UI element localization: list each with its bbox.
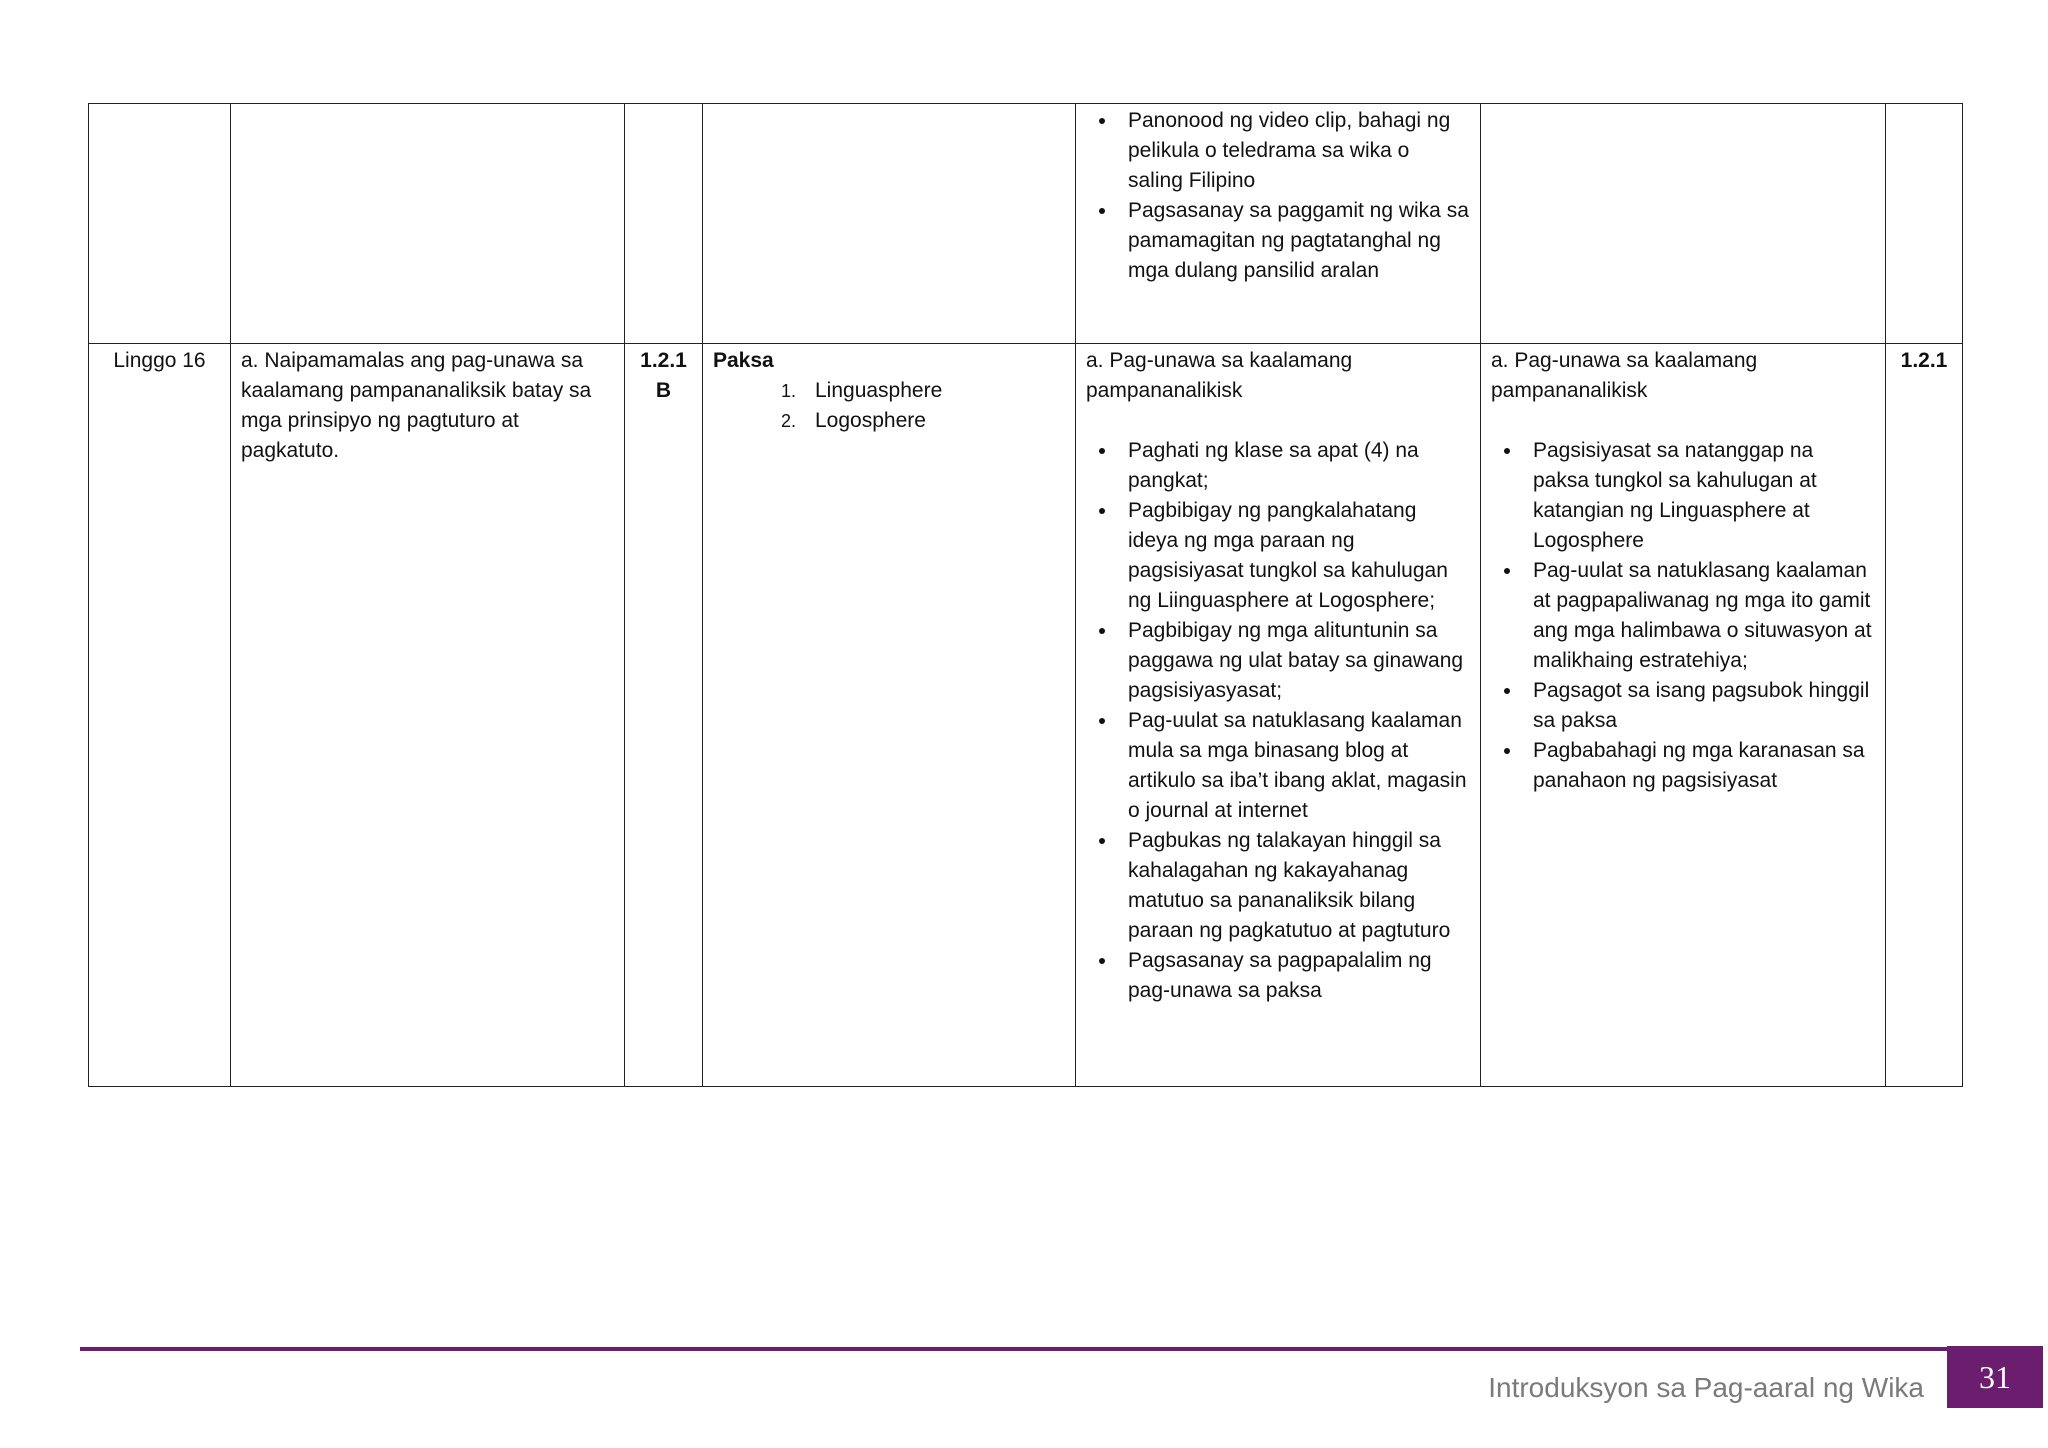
topic-cell: [703, 104, 1076, 344]
assessment-heading: a. Pag-unawa sa kaalamang pampananalikisk: [1491, 349, 1758, 402]
outcome-cell: [231, 104, 625, 344]
outcome-cell: a. Naipamamalas ang pag-unawa sa kaalamang pampananaliksik batay sa mga prinsipyo ng pagtuturo at pagkatuto.: [231, 344, 625, 1087]
list-item: • Pagbibigay ng mga alituntunin sa paggawa ng ulat batay sa ginawang pagsisiyasyasat;: [1118, 616, 1470, 706]
list-item: • Pag-uulat sa natuklasang kaalaman mula sa mga binasang blog at artikulo sa iba’t ibang aklat, magasin o journal at internet: [1118, 706, 1470, 826]
topic-list: [713, 376, 1065, 436]
topic-label: Paksa: [713, 349, 774, 372]
list-item: • Paghati ng klase sa apat (4) na pangkat;: [1118, 436, 1470, 496]
week-cell: Linggo 16: [89, 344, 231, 1087]
list-item: • Pagsisiyasat sa natanggap na paksa tungkol sa kahulugan at katangian ng Linguasphere at Logosphere: [1523, 436, 1875, 556]
list-item: 2. Logosphere: [801, 406, 1065, 436]
code-ref-cell: 1.2.1: [1886, 344, 1963, 1087]
list-item: • Panonood ng video clip, bahagi ng pelikula o teledrama sa wika o saling Filipino: [1118, 106, 1470, 196]
list-item: • Pagbukas ng talakayan hinggil sa kahalagahan ng kakayahanag matutuo sa pananaliksik bilang paraan ng pagkatutuo at pagtuturo: [1118, 826, 1470, 946]
code-cell: 1.2.1 B: [625, 344, 703, 1087]
table-row-week-16: [89, 344, 1963, 1087]
week-cell: [89, 104, 231, 344]
list-item: • Pagsasanay sa pagpapalalim ng pag-unawa sa paksa: [1118, 946, 1470, 1006]
list-item: • Pagsagot sa isang pagsubok hinggil sa paksa: [1523, 676, 1875, 736]
assessment-cell: [1481, 104, 1886, 344]
activities-list: [1086, 436, 1470, 1006]
code-cell: [625, 104, 703, 344]
activities-heading: a. Pag-unawa sa kaalamang pampananalikisk: [1086, 349, 1353, 402]
list-item: • Pag-uulat sa natuklasang kaalaman at pagpapaliwanag ng mga ito gamit ang mga halimbawa o situwasyon at malikhaing estratehiya;: [1523, 556, 1875, 676]
activities-cell: [1076, 104, 1481, 344]
activities-cell: [1076, 344, 1481, 1087]
page-number-badge: [1947, 1346, 2043, 1408]
assessment-cell: [1481, 344, 1886, 1087]
list-item: • Pagbabahagi ng mga karanasan sa panahaon ng pagsisiyasat: [1523, 736, 1875, 796]
topic-cell: [703, 344, 1076, 1087]
list-item: • Pagbibigay ng pangkalahatang ideya ng mga paraan ng pagsisiyasat tungkol sa kahulugan ng Liinguasphere at Logosphere;: [1118, 496, 1470, 616]
list-item: • Pagsasanay sa paggamit ng wika sa pamamagitan ng pagtatanghal ng mga dulang pansilid aralan: [1118, 196, 1470, 286]
code-ref-cell: [1886, 104, 1963, 344]
footer-divider: [80, 1347, 1948, 1351]
assessment-list: [1491, 436, 1875, 796]
page-number: 31: [1979, 1358, 2011, 1395]
table-row-continuation: [89, 104, 1963, 344]
activities-list: [1086, 106, 1470, 286]
footer-title: Introduksyon sa Pag-aaral ng Wika: [1488, 1372, 1924, 1403]
list-item: 1. Linguasphere: [801, 376, 1065, 406]
syllabus-table: [88, 103, 1963, 1087]
